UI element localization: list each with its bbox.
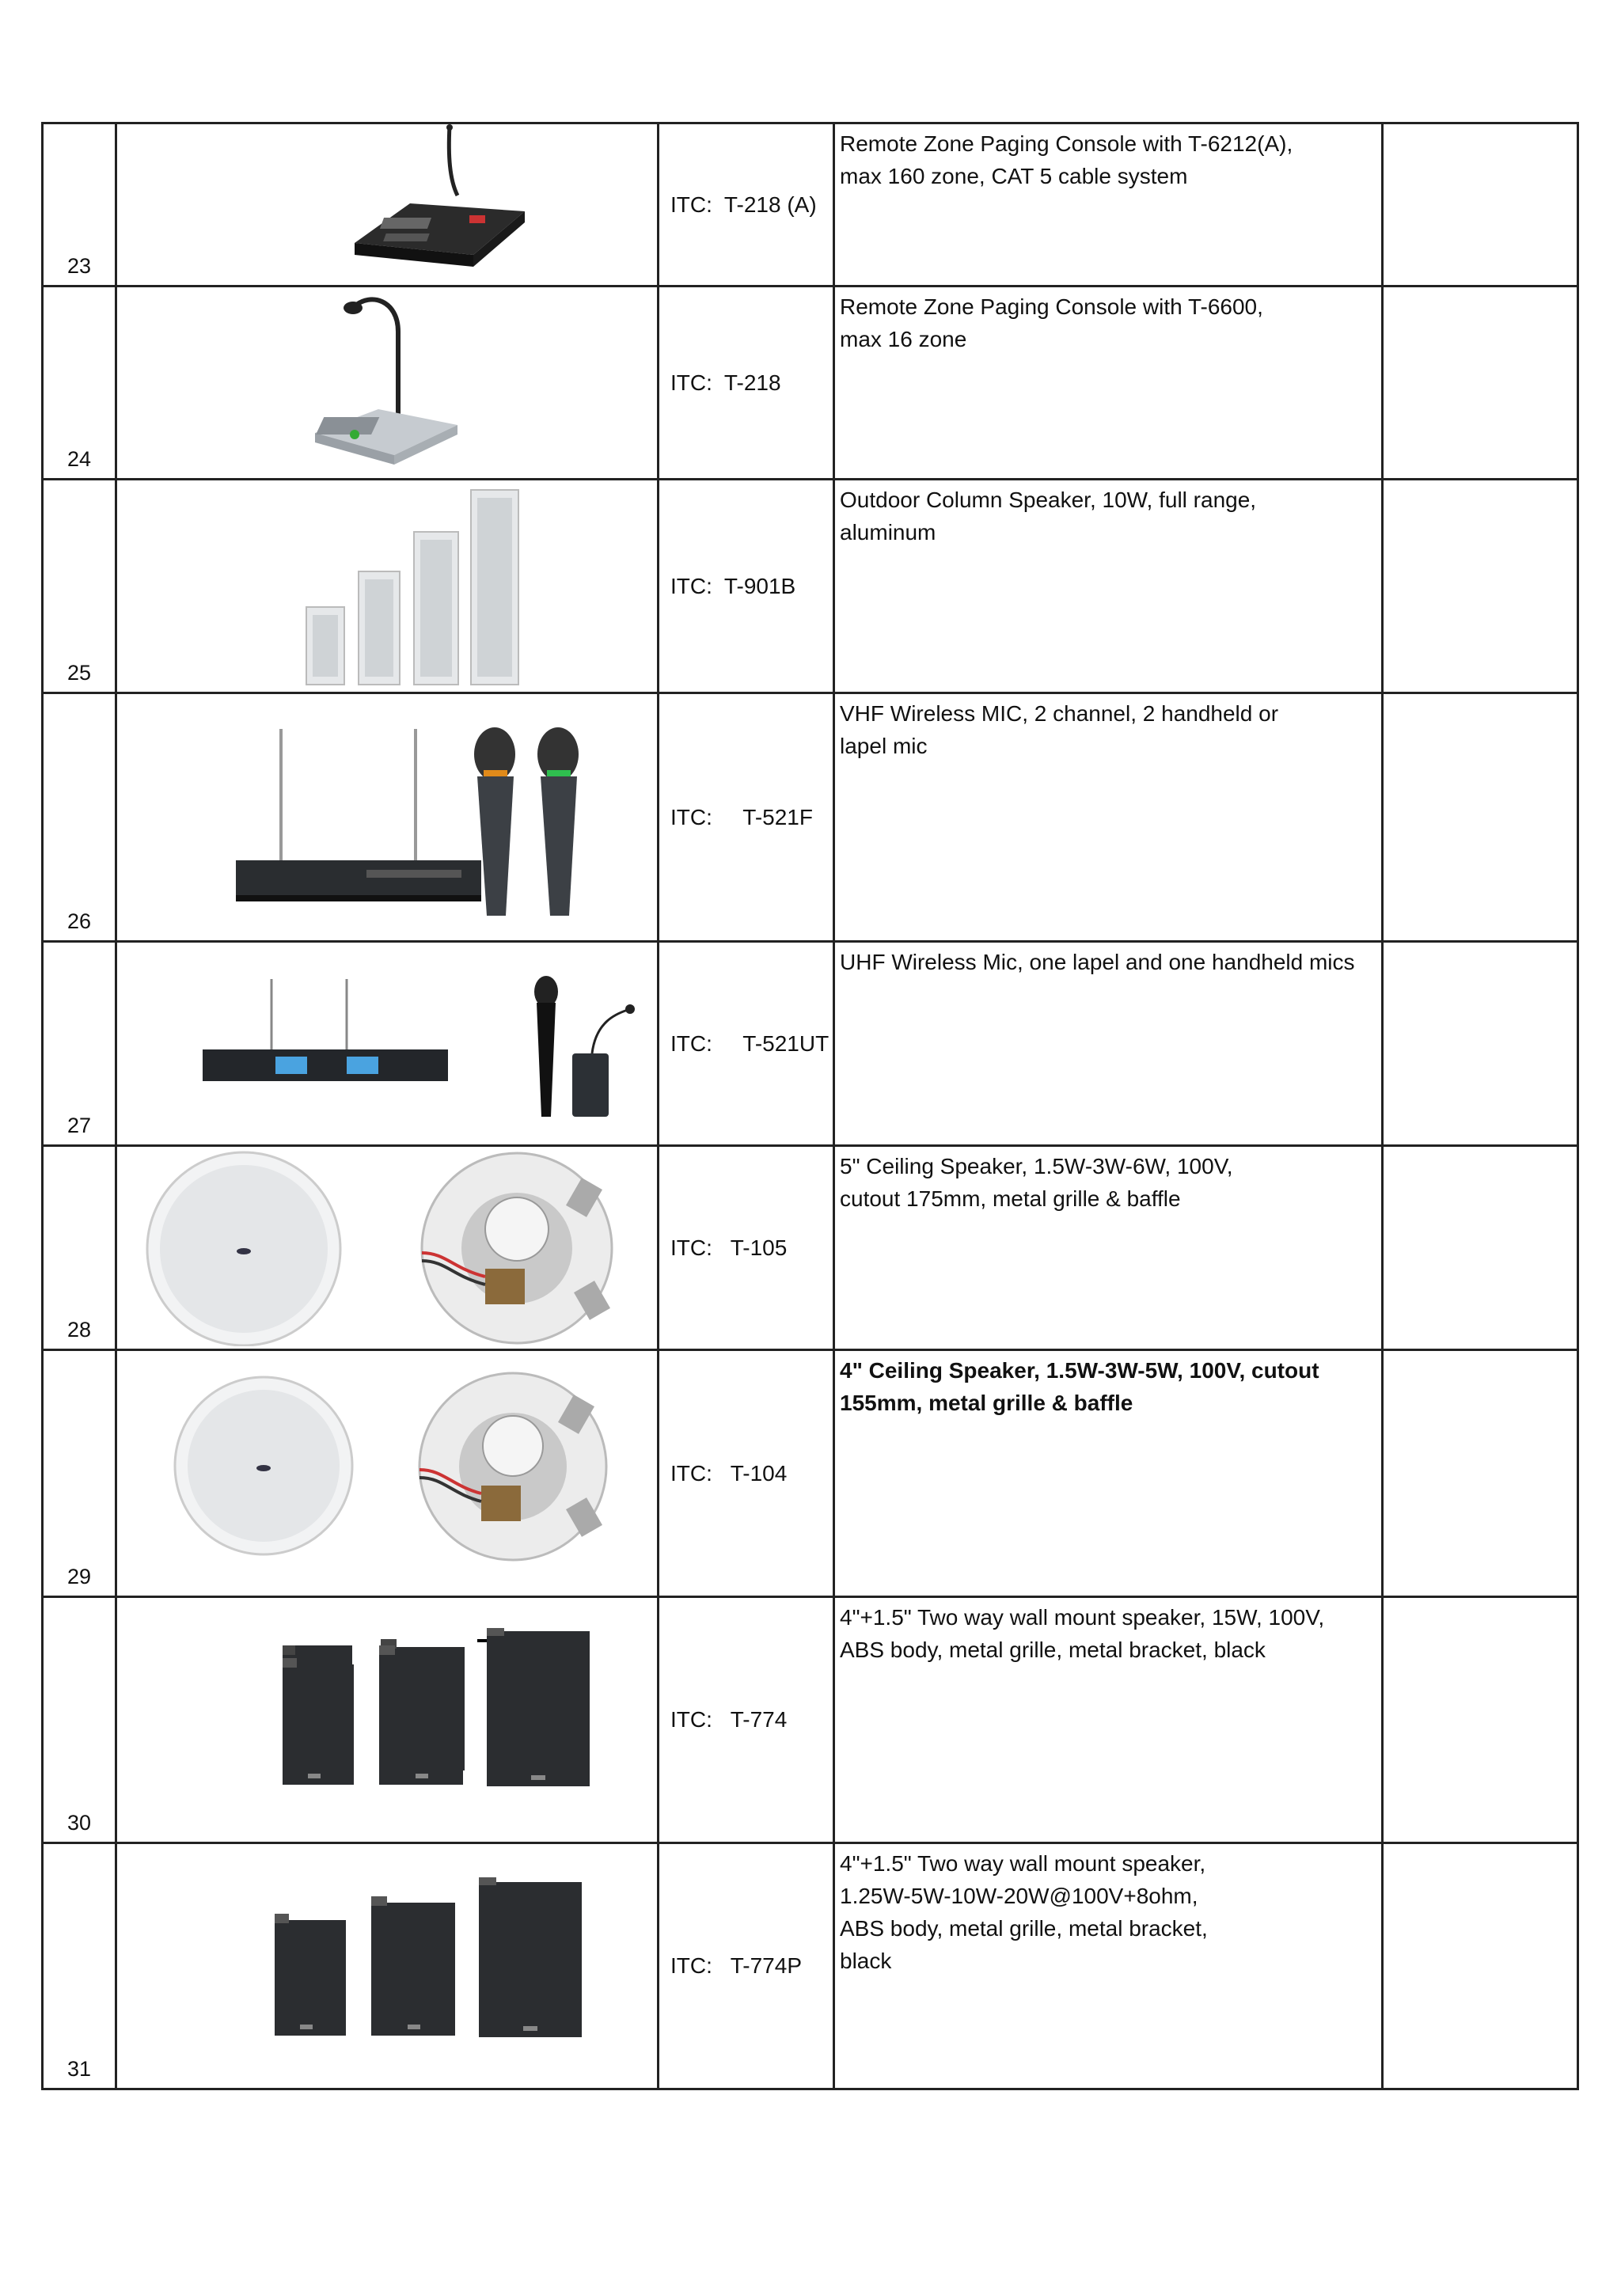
model-number: ITC: T-105 <box>659 1146 834 1350</box>
uhf-wireless-mic-image <box>196 974 655 1137</box>
paging-console-image <box>307 292 481 468</box>
empty-cell <box>1383 480 1578 693</box>
row-number: 24 <box>43 287 116 480</box>
row-number: 28 <box>43 1146 116 1350</box>
table-row <box>43 1597 1578 1843</box>
row-number: 27 <box>43 942 116 1146</box>
model-number: ITC: T-521F <box>659 693 834 942</box>
table-row <box>43 1146 1578 1350</box>
empty-cell <box>1383 123 1578 287</box>
row-number: 26 <box>43 693 116 942</box>
empty-cell <box>1383 1350 1578 1597</box>
product-description: 4" Ceiling Speaker, 1.5W-3W-5W, 100V, cutout 155mm, metal grille & baffle <box>834 1350 1383 1597</box>
wall-speakers-detail <box>279 1628 596 1804</box>
ceiling-speaker-5in-image <box>137 1150 643 1346</box>
product-description: Remote Zone Paging Console with T-6212(A), max 160 zone, CAT 5 cable system <box>834 123 1383 287</box>
vhf-wireless-mic-image <box>232 726 596 932</box>
row-number: 23 <box>43 123 116 287</box>
model-number: ITC: T-774 <box>659 1597 834 1843</box>
empty-cell <box>1383 287 1578 480</box>
model-number: ITC: T-901B <box>659 480 834 693</box>
product-image-cell <box>116 287 659 480</box>
model-number: ITC: T-218 (A) <box>659 123 834 287</box>
product-table <box>41 122 1579 2090</box>
product-description: UHF Wireless Mic, one lapel and one handheld mics <box>834 942 1383 1146</box>
product-description: 4"+1.5" Two way wall mount speaker, 1.25W-5W-10W-20W@100V+8ohm, ABS body, metal grille, metal bracket, black <box>834 1843 1383 2089</box>
empty-cell <box>1383 942 1578 1146</box>
paging-console-a-image <box>331 124 600 283</box>
product-image-cell <box>116 1146 659 1350</box>
table-row <box>43 1350 1578 1597</box>
table-row <box>43 480 1578 693</box>
table-row <box>43 942 1578 1146</box>
wall-speakers-p-image <box>271 1876 588 2051</box>
empty-cell <box>1383 1597 1578 1843</box>
product-description: VHF Wireless MIC, 2 channel, 2 handheld or lapel mic <box>834 693 1383 942</box>
row-number: 25 <box>43 480 116 693</box>
ceiling-speaker-4in-image <box>165 1367 640 1569</box>
table-row <box>43 123 1578 287</box>
product-image-cell <box>116 693 659 942</box>
product-image-cell <box>116 480 659 693</box>
table-row <box>43 1843 1578 2089</box>
empty-cell <box>1383 1146 1578 1350</box>
product-description: 5" Ceiling Speaker, 1.5W-3W-6W, 100V, cutout 175mm, metal grille & baffle <box>834 1146 1383 1350</box>
table-row <box>43 287 1578 480</box>
model-number: ITC: T-218 <box>659 287 834 480</box>
model-number: ITC: T-104 <box>659 1350 834 1597</box>
product-image-cell <box>116 123 659 287</box>
product-description: 4"+1.5" Two way wall mount speaker, 15W, 100V, ABS body, metal grille, metal bracket, black <box>834 1597 1383 1843</box>
row-number: 31 <box>43 1843 116 2089</box>
table-row <box>43 693 1578 942</box>
row-number: 29 <box>43 1350 116 1597</box>
empty-cell <box>1383 1843 1578 2089</box>
product-image-cell <box>116 942 659 1146</box>
product-image-cell <box>116 1843 659 2089</box>
product-image-cell <box>116 1350 659 1597</box>
product-description: Outdoor Column Speaker, 10W, full range, aluminum <box>834 480 1383 693</box>
column-speakers-image <box>303 488 541 688</box>
empty-cell <box>1383 693 1578 942</box>
model-number: ITC: T-774P <box>659 1843 834 2089</box>
model-number: ITC: T-521UT <box>659 942 834 1146</box>
row-number: 30 <box>43 1597 116 1843</box>
product-image-cell <box>116 1597 659 1843</box>
product-description: Remote Zone Paging Console with T-6600, max 16 zone <box>834 287 1383 480</box>
